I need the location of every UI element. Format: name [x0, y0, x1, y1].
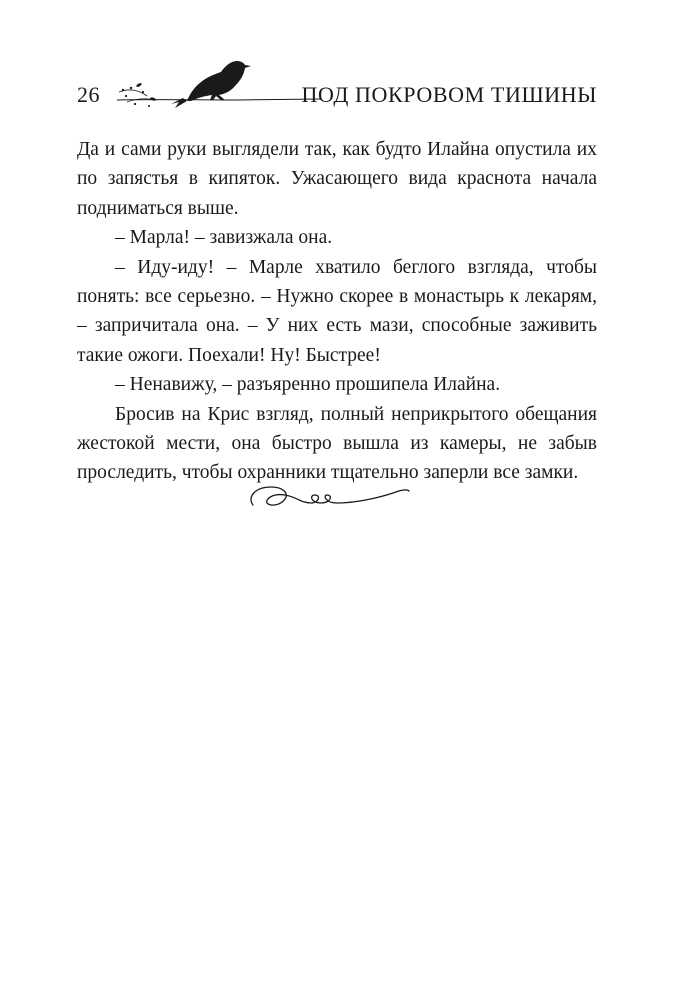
paragraph: Да и сами руки выглядели так, как будто Илайна опустила их по запястья в кипяток. Ужасающего вида краснота начала подниматься выше. [77, 139, 597, 219]
main-text [77, 135, 597, 488]
paragraph: – Иду-иду! – Марле хватило беглого взгляда, чтобы понять: все серьезно. – Нужно скорее в монастырь к лекарям, – запричитала она. – У них есть мази, способные заживить такие ожоги. Поехали! Ну! Быстрее! [77, 256, 597, 366]
running-title: ПОД ПОКРОВОМ ТИШИНЫ [301, 82, 597, 107]
calligraphic-flourish-icon [245, 475, 415, 515]
paragraph: – Марла! – завизжала она. [115, 227, 333, 249]
paragraph: Бросив на Крис взгляд, полный неприкрытого обещания жестокой мести, она быстро вышла из камеры, не забыв проследить, чтобы охранники тщательно заперли все замки. [77, 403, 597, 484]
paragraph: – Ненавижу, – разъяренно прошипела Илайна. [115, 374, 501, 396]
page-header [77, 52, 597, 112]
raven-on-branch-icon [117, 52, 327, 112]
page-number: 26 [77, 82, 100, 107]
